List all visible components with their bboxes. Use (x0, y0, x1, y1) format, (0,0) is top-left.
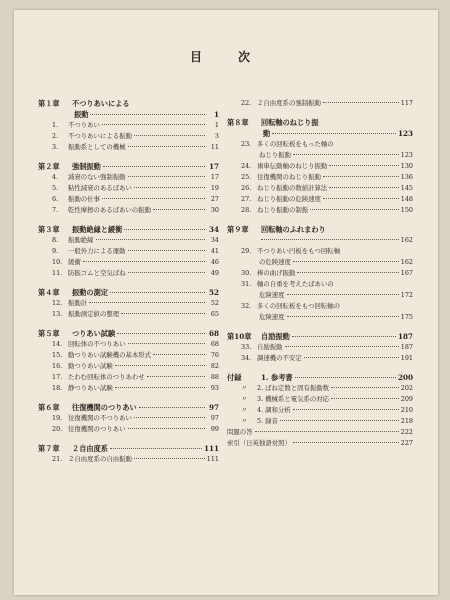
toc-entry (38, 268, 219, 279)
toc-page-number: 150 (400, 206, 413, 214)
toc-entry (227, 150, 413, 161)
toc-page-number: 202 (400, 384, 413, 392)
toc-entry-label: つりあい試験 (72, 329, 116, 338)
toc-entry (227, 301, 413, 312)
toc-entry-number: 第１章 (38, 99, 60, 108)
toc-entry-number: 29. (241, 247, 252, 255)
toc-entry (227, 183, 413, 194)
toc-entry-label: 往復機関の不つりあい (68, 414, 132, 422)
toc-page-number: 130 (400, 162, 413, 170)
toc-page-number: 46 (210, 258, 219, 266)
toc-entry-number: 5. (52, 184, 59, 192)
toc-entry-label: 回転軸のねじり振 (261, 118, 319, 127)
leader-dots (153, 354, 205, 355)
leader-dots (110, 292, 205, 293)
toc-page-number: 167 (400, 269, 413, 277)
toc-entry-label: 不つりあい (68, 121, 100, 129)
toc-page-number: 41 (210, 247, 219, 255)
leader-dots (139, 407, 205, 408)
leader-dots (102, 198, 205, 199)
toc-page-number: 136 (400, 173, 413, 181)
toc-entry-number: 9. (52, 247, 59, 255)
toc-entry-label: 振動計 (68, 299, 88, 307)
toc-entry-number: 31. (241, 280, 252, 288)
toc-entry-number: 〃 (241, 406, 248, 414)
toc-chapter-entry (38, 224, 219, 235)
toc-entry-label: 危険速度 (259, 291, 285, 299)
leader-dots (134, 135, 205, 136)
toc-entry-label: 振動 (74, 110, 89, 119)
toc-chapter-entry (227, 224, 413, 235)
toc-chapter-entry (38, 328, 219, 339)
toc-chapter-entry (38, 402, 219, 413)
toc-entry-number: 33. (241, 343, 252, 351)
toc-entry-number: 21. (52, 455, 63, 463)
leader-dots (128, 176, 205, 177)
toc-page-number: 187 (397, 332, 413, 341)
toc-page-number: 76 (210, 351, 219, 359)
toc-entry-label: 振動の測定 (72, 288, 108, 297)
toc-entry-number: 1. (52, 121, 59, 129)
toc-entry-number: 第５章 (38, 329, 60, 338)
leader-dots (134, 187, 205, 188)
toc-page-number: 17 (208, 162, 219, 171)
toc-entry-number: 第６章 (38, 403, 60, 412)
leader-dots (293, 442, 399, 443)
toc-entry-number: 12. (52, 299, 63, 307)
toc-entry-label: 自励振動 (261, 332, 290, 341)
book-page (14, 10, 438, 595)
toc-entry-label: 自励振動 (257, 343, 283, 351)
toc-entry-label: 3. 機械系と電気系の対応 (257, 395, 330, 403)
toc-entry-number: 24. (241, 162, 252, 170)
toc-page-number: 65 (210, 310, 219, 318)
toc-entry-number: 17. (52, 373, 63, 381)
toc-page-number: 34 (210, 236, 219, 244)
toc-entry (227, 268, 413, 279)
leader-dots (329, 165, 399, 166)
toc-entry-label: 振動の仕事 (68, 195, 100, 203)
toc-entry (38, 131, 219, 142)
toc-entry-label: 多くの回転板をもった軸の (257, 140, 334, 148)
toc-entry-label: 振動測定値の整理 (68, 310, 120, 318)
toc-entry (38, 257, 219, 268)
toc-entry (38, 339, 219, 350)
toc-entry (227, 98, 413, 109)
leader-dots (297, 272, 398, 273)
toc-entry-number: 2. (52, 132, 59, 140)
leader-dots (134, 458, 205, 459)
toc-entry-label: 振動系としての機械 (68, 143, 126, 151)
leader-dots (329, 187, 399, 188)
toc-page-number: 148 (400, 195, 413, 203)
toc-entry (38, 350, 219, 361)
leader-dots (292, 336, 396, 337)
toc-entry (38, 361, 219, 372)
toc-entry-label: 棒の曲げ振動 (257, 269, 296, 277)
toc-chapter-entry (38, 161, 219, 172)
leader-dots (304, 357, 399, 358)
toc-entry-number: 3. (52, 143, 59, 151)
toc-entry (227, 427, 413, 438)
toc-page-number: 68 (210, 340, 219, 348)
toc-entry (38, 109, 219, 120)
toc-entry-number: 第７章 (38, 444, 60, 453)
toc-entry-number: 付録 (227, 373, 242, 382)
toc-chapter-entry (227, 372, 413, 383)
toc-chapter-entry (227, 117, 413, 128)
toc-page-number: 1 (213, 110, 219, 119)
toc-entry-label: 振動絶縁 (68, 236, 94, 244)
leader-dots (115, 387, 205, 388)
toc-entry (227, 279, 413, 290)
toc-entry-label: 往復機関のねじり振動 (257, 173, 321, 181)
toc-entry (227, 139, 413, 150)
page-title: 目 次 (189, 50, 262, 64)
toc-page-number: 52 (208, 288, 219, 297)
leader-dots (89, 302, 205, 303)
toc-page-number: 30 (210, 206, 219, 214)
toc-entry (38, 454, 219, 465)
toc-entry-label: ２自由度系 (72, 444, 108, 453)
leader-dots (287, 294, 399, 295)
leader-dots (147, 376, 205, 377)
leader-dots (323, 102, 399, 103)
toc-entry-number: 26. (241, 184, 252, 192)
leader-dots (280, 420, 399, 421)
toc-page-number: 49 (210, 269, 219, 277)
toc-entry-label: 不つりあい円板をもつ回転軸 (257, 247, 341, 255)
toc-entry-number: 第２章 (38, 162, 60, 171)
toc-entry-number: 15. (52, 351, 63, 359)
toc-entry-label: 往復機関のつりあい (72, 403, 137, 412)
toc-entry-number: 34. (241, 354, 252, 362)
leader-dots (287, 316, 399, 317)
toc-entry (38, 194, 219, 205)
toc-entry-number: 25. (241, 173, 252, 181)
toc-page-number: 99 (210, 425, 219, 433)
leader-dots (134, 417, 205, 418)
toc-chapter-entry (38, 98, 219, 109)
toc-page-number: 19 (210, 184, 219, 192)
toc-entry (227, 257, 413, 268)
toc-entry-number: 第８章 (227, 118, 249, 127)
toc-entry-number: 13. (52, 310, 63, 318)
toc-entry (227, 205, 413, 216)
toc-entry-label: 粘性減衰のあるばあい (68, 184, 132, 192)
toc-page-number: 27 (210, 195, 219, 203)
leader-dots (103, 166, 205, 167)
toc-entry (38, 235, 219, 246)
toc-page-number: 218 (400, 417, 413, 425)
toc-entry-label: 静つりあい試験 (68, 384, 113, 392)
toc-entry-number: 〃 (241, 395, 248, 403)
toc-page-number: 200 (397, 373, 413, 382)
leader-dots (110, 448, 202, 449)
toc-chapter-entry (38, 443, 219, 454)
toc-page-number: 222 (400, 428, 413, 436)
leader-dots (128, 146, 205, 147)
toc-entry-label: 不つりあいによる (72, 99, 130, 108)
leader-dots (102, 124, 205, 125)
toc-entry-label: 動つりあい試験 (68, 362, 113, 370)
leader-dots (323, 176, 399, 177)
toc-page-number: 111 (203, 444, 219, 453)
toc-entry-label: 一般外力による運動 (68, 247, 126, 255)
toc-entry-number: 23. (241, 140, 252, 148)
toc-page-number: 34 (208, 225, 219, 234)
leader-dots (310, 209, 399, 210)
toc-entry-label: 不つりあいによる振動 (68, 132, 132, 140)
leader-dots (331, 387, 399, 388)
toc-entry (227, 290, 413, 301)
leader-dots (128, 272, 205, 273)
toc-entry (227, 172, 413, 183)
toc-entry-label: 調速機の不安定 (257, 354, 302, 362)
toc-entry-label: 危険速度 (259, 313, 285, 321)
toc-entry (38, 172, 219, 183)
toc-entry (38, 183, 219, 194)
toc-entry-label: 問題の答 (227, 428, 253, 436)
toc-page-number: 97 (208, 403, 219, 412)
toc-entry (227, 342, 413, 353)
leader-dots (293, 409, 399, 410)
toc-entry-number: 10. (52, 258, 63, 266)
toc-entry-number: 〃 (241, 384, 248, 392)
toc-entry-label: 軸の自重を考えたばあいの (257, 280, 334, 288)
toc-chapter-entry (227, 331, 413, 342)
toc-entry (38, 246, 219, 257)
toc-page-number: 111 (206, 455, 219, 463)
toc-entry-number: 第10章 (227, 332, 252, 341)
toc-entry-label: 1. 参考書 (261, 373, 293, 382)
toc-entry-label: ねじり振動の数値計算法 (257, 184, 328, 192)
leader-dots (323, 198, 399, 199)
toc-entry-number: 第９章 (227, 225, 249, 234)
toc-entry-number: 第３章 (38, 225, 60, 234)
toc-entry-number: 4. (52, 173, 59, 181)
toc-page-number: 1 (214, 121, 219, 129)
toc-entry-label: 減衰のない強制振動 (68, 173, 126, 181)
toc-page-number: 97 (210, 414, 219, 422)
toc-entry-label: 緩衝 (68, 258, 81, 266)
toc-entry-number: 第４章 (38, 288, 60, 297)
toc-chapter-entry (38, 287, 219, 298)
toc-entry-label: 2. ばね定数と固有振動数 (257, 384, 330, 392)
toc-entry-label: 乾性摩擦のあるばあいの振動 (68, 206, 152, 214)
leader-dots (295, 377, 396, 378)
toc-entry-label: ２自由度系の自由振動 (68, 455, 132, 463)
toc-page-number: 82 (210, 362, 219, 370)
leader-dots (331, 398, 399, 399)
toc-page-number: 117 (400, 99, 413, 107)
toc-entry-number: 32. (241, 302, 252, 310)
toc-column-right (227, 98, 413, 449)
toc-entry (38, 298, 219, 309)
toc-page-number: 172 (400, 291, 413, 299)
toc-entry (227, 161, 413, 172)
toc-entry-number: 27. (241, 195, 252, 203)
toc-page-number: 52 (210, 299, 219, 307)
toc-entry-label: の危険速度 (259, 258, 291, 266)
toc-entry (227, 416, 413, 427)
toc-entry (38, 372, 219, 383)
toc-entry-label: 往復機関のつりあい (68, 425, 126, 433)
leader-dots (261, 239, 399, 240)
toc-entry (227, 312, 413, 323)
toc-entry (227, 128, 413, 139)
toc-column-left (38, 98, 219, 465)
leader-dots (115, 365, 205, 366)
leader-dots (83, 261, 205, 262)
leader-dots (255, 431, 399, 432)
toc-page-number: 11 (210, 143, 219, 151)
toc-entry (38, 309, 219, 320)
toc-entry-label: 振動絶縁と緩衝 (72, 225, 123, 234)
toc-entry-number: 11. (52, 269, 63, 277)
toc-page-number: 145 (400, 184, 413, 192)
toc-entry-number: 22. (241, 99, 252, 107)
toc-entry (227, 246, 413, 257)
toc-page-number: 93 (210, 384, 219, 392)
toc-entry-label: ねじり振動 (259, 151, 291, 159)
toc-entry (227, 438, 413, 449)
toc-entry (38, 413, 219, 424)
toc-page-number: 162 (400, 258, 413, 266)
toc-entry (227, 405, 413, 416)
toc-entry-number: 14. (52, 340, 63, 348)
toc-entry-label: 歯車伝動軸のねじり振動 (257, 162, 328, 170)
toc-page-number: 88 (210, 373, 219, 381)
toc-entry (38, 205, 219, 216)
toc-page-number: 123 (397, 129, 413, 138)
toc-entry-label: ２自由度系の強制振動 (257, 99, 321, 107)
toc-entry (227, 235, 413, 246)
toc-entry-number: 20. (52, 425, 63, 433)
leader-dots (117, 333, 205, 334)
toc-entry (227, 394, 413, 405)
leader-dots (128, 343, 205, 344)
toc-entry-number: 19. (52, 414, 63, 422)
toc-entry-number: 18. (52, 384, 63, 392)
toc-page-number: 162 (400, 236, 413, 244)
toc-page-number: 17 (210, 173, 219, 181)
toc-entry-label: 動 (263, 129, 271, 138)
toc-entry-label: 回転軸のふれまわり (261, 225, 326, 234)
toc-page-number: 3 (214, 132, 219, 140)
toc-page-number: 68 (208, 329, 219, 338)
toc-entry (227, 194, 413, 205)
toc-entry (227, 383, 413, 394)
toc-page-number: 191 (400, 354, 413, 362)
toc-entry-label: 回転体の不つりあい (68, 340, 126, 348)
leader-dots (128, 428, 205, 429)
toc-page-number: 175 (400, 313, 413, 321)
toc-page-number: 209 (400, 395, 413, 403)
toc-page-number: 123 (400, 151, 413, 159)
toc-entry (38, 424, 219, 435)
toc-entry-label: 動つりあい試験機の基本形式 (68, 351, 152, 359)
toc-entry-number: 6. (52, 195, 59, 203)
toc-entry-number: 〃 (241, 417, 248, 425)
toc-entry-label: 強制振動 (72, 162, 101, 171)
leader-dots (96, 239, 205, 240)
toc-entry-number: 30. (241, 269, 252, 277)
leader-dots (293, 261, 399, 262)
toc-page-number: 210 (400, 406, 413, 414)
toc-entry (38, 383, 219, 394)
toc-entry (38, 142, 219, 153)
toc-entry-label: たわむ回転体のつりあわせ (68, 373, 145, 381)
toc-entry (38, 120, 219, 131)
leader-dots (293, 154, 399, 155)
toc-entry-number: 28. (241, 206, 252, 214)
leader-dots (121, 313, 205, 314)
toc-entry-number: 16. (52, 362, 63, 370)
toc-entry-label: 多くの回転板をもつ回転軸の (257, 302, 341, 310)
toc-entry-label: 索引（日英独語対照） (227, 439, 291, 447)
toc-page-number: 187 (400, 343, 413, 351)
toc-entry-label: 4. 調和分析 (257, 406, 291, 414)
toc-entry-label: 防振ゴムと空気ばね (68, 269, 126, 277)
leader-dots (285, 346, 399, 347)
leader-dots (90, 114, 205, 115)
leader-dots (272, 133, 396, 134)
toc-entry-label: ねじり振動の制振 (257, 206, 309, 214)
leader-dots (128, 250, 205, 251)
toc-entry (227, 353, 413, 364)
toc-entry-label: ねじり振動の危険速度 (257, 195, 321, 203)
toc-page-number: 227 (400, 439, 413, 447)
toc-entry-number: 8. (52, 236, 59, 244)
leader-dots (153, 209, 205, 210)
toc-entry-number: 7. (52, 206, 59, 214)
toc-entry-label: 5. 録音 (257, 417, 278, 425)
leader-dots (124, 229, 205, 230)
